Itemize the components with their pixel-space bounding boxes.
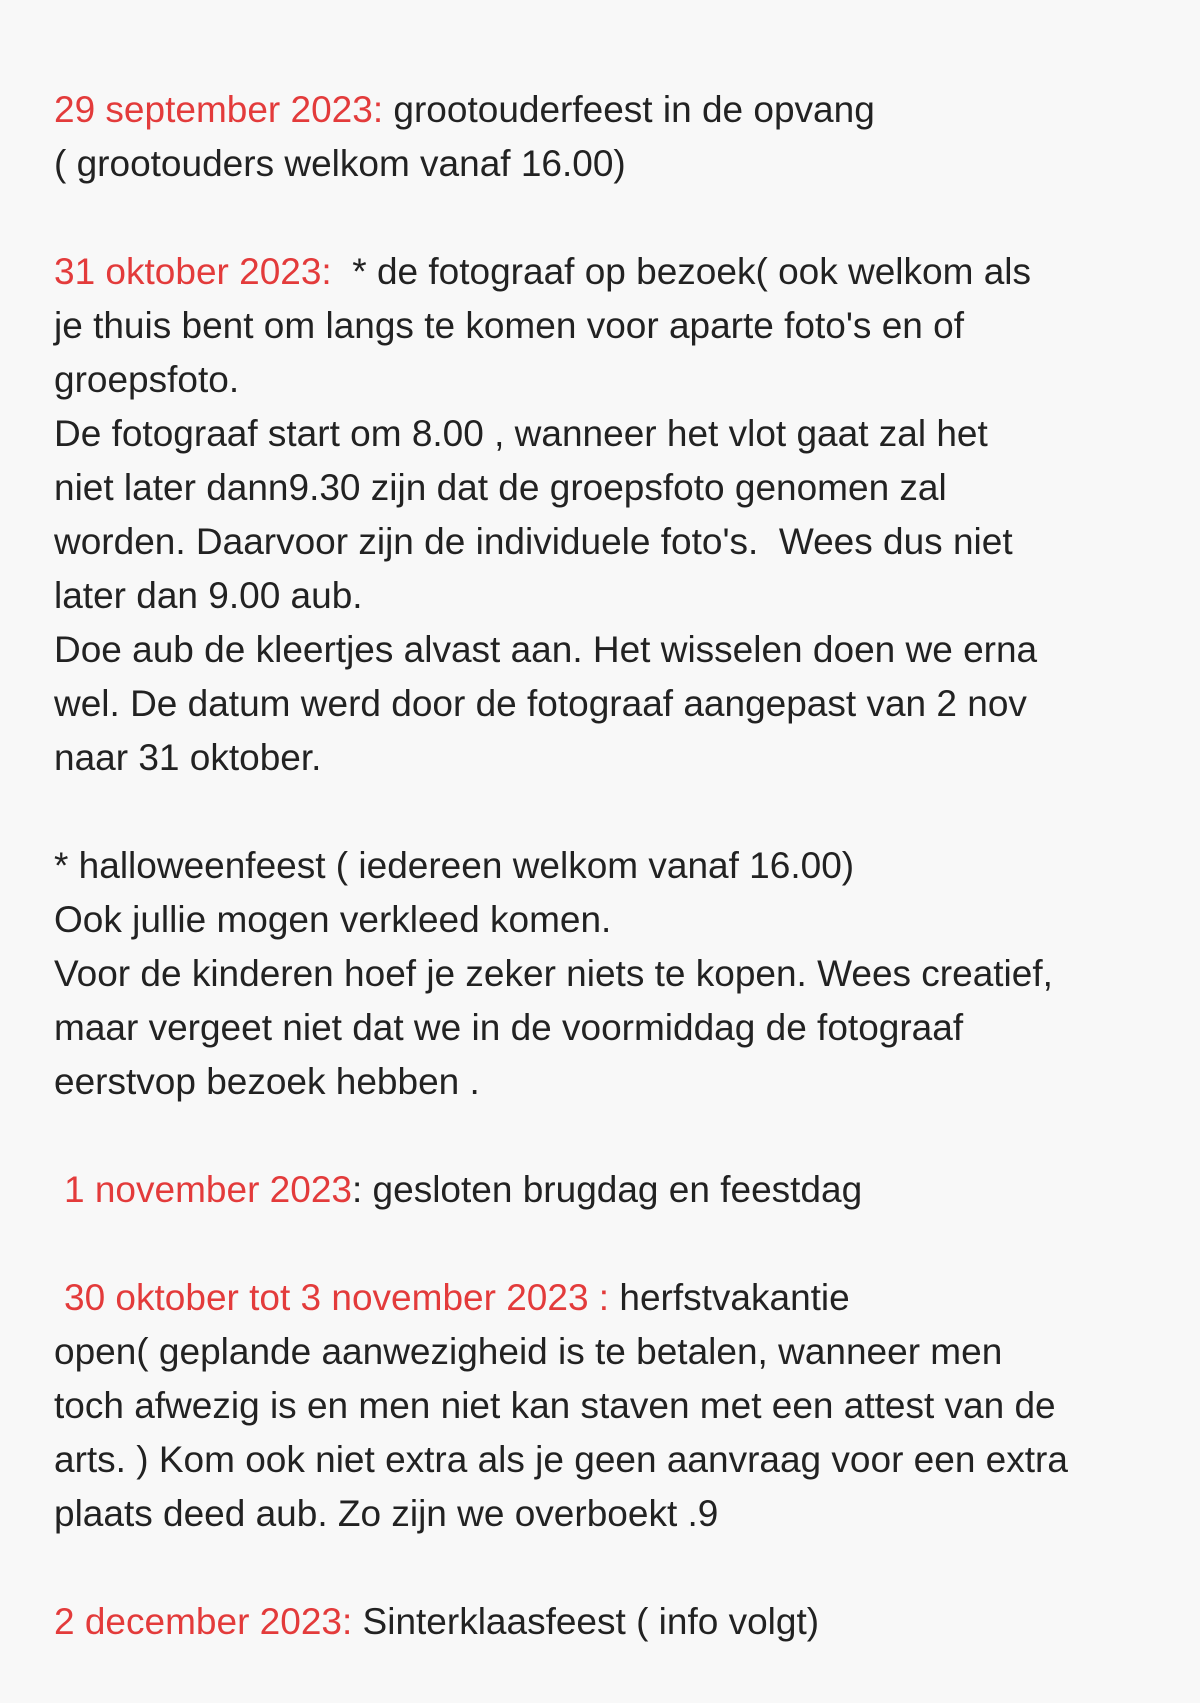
event-date: 31 oktober 2023: <box>54 251 332 292</box>
event-text: je thuis bent om langs te komen voor aparte foto's en of <box>54 305 964 346</box>
event-text: worden. Daarvoor zijn de individuele foto's. Wees dus niet <box>54 521 1013 562</box>
entry-line <box>54 245 1164 299</box>
entry-grootouderfeest <box>54 83 1164 191</box>
event-text: naar 31 oktober. <box>54 737 322 778</box>
entry-fotograaf <box>54 245 1164 785</box>
entry-line <box>54 1595 1164 1649</box>
event-text: Ook jullie mogen verkleed komen. <box>54 899 612 940</box>
entry-halloween <box>54 839 1164 1109</box>
event-text: arts. ) Kom ook niet extra als je geen aanvraag voor een extra <box>54 1439 1068 1480</box>
event-date: 2 december 2023: <box>54 1601 353 1642</box>
event-text: herfstvakantie <box>609 1277 850 1318</box>
event-date: 1 november 2023 <box>64 1169 352 1210</box>
event-date: 30 oktober tot 3 november 2023 : <box>64 1277 610 1318</box>
event-text: maar vergeet niet dat we in de voormiddag de fotograaf <box>54 1007 964 1048</box>
event-text: De fotograaf start om 8.00 , wanneer het vlot gaat zal het <box>54 413 988 454</box>
event-text: Doe aub de kleertjes alvast aan. Het wisselen doen we erna <box>54 629 1038 670</box>
event-text: toch afwezig is en men niet kan staven met een attest van de <box>54 1385 1056 1426</box>
event-date: 29 september 2023: <box>54 89 384 130</box>
entry-line <box>54 1271 1164 1325</box>
event-text: later dan 9.00 aub. <box>54 575 363 616</box>
event-text: * halloweenfeest ( iedereen welkom vanaf 16.00) <box>54 845 855 886</box>
event-text: eerstvop bezoek hebben . <box>54 1061 480 1102</box>
event-text: open( geplande aanwezigheid is te betalen, wanneer men <box>54 1331 1003 1372</box>
entry-line <box>54 83 1164 137</box>
entry-sinterklaas <box>54 1595 1164 1649</box>
event-text: Voor de kinderen hoef je zeker niets te kopen. Wees creatief, <box>54 953 1053 994</box>
entry-herfstvakantie <box>54 1271 1164 1541</box>
entry-gesloten <box>54 1163 1164 1217</box>
event-text: wel. De datum werd door de fotograaf aangepast van 2 nov <box>54 683 1027 724</box>
entry-line <box>54 1163 1164 1217</box>
event-text: niet later dann9.30 zijn dat de groepsfoto genomen zal <box>54 467 947 508</box>
event-text: plaats deed aub. Zo zijn we overboekt .9 <box>54 1493 719 1534</box>
event-text: Sinterklaasfeest ( info volgt) <box>352 1601 820 1642</box>
event-text: : gesloten brugdag en feestdag <box>351 1169 863 1210</box>
event-text: * de fotograaf op bezoek( ook welkom als <box>331 251 1031 292</box>
event-text: groepsfoto. <box>54 359 240 400</box>
event-text: ( grootouders welkom vanaf 16.00) <box>54 143 626 184</box>
announcement-document <box>54 83 1164 1703</box>
event-text: grootouderfeest in de opvang <box>383 89 875 130</box>
